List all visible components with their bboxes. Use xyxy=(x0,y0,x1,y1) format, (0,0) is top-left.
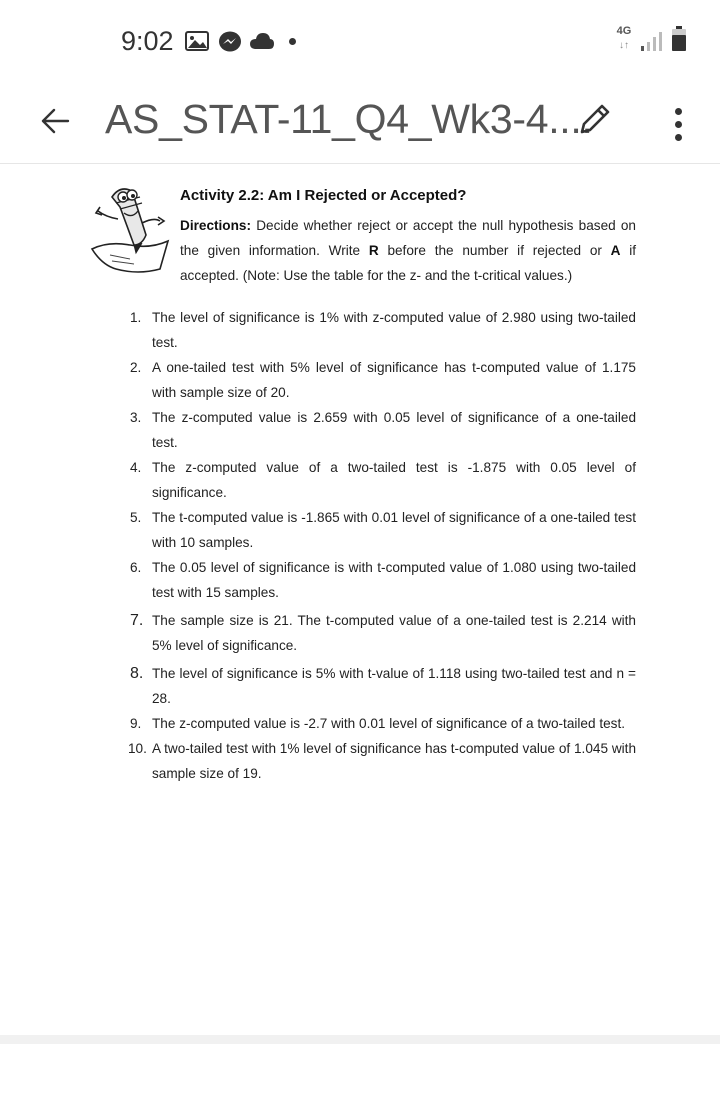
question-number: 9. xyxy=(130,716,142,731)
question-number: 6. xyxy=(130,560,142,575)
pencil-mascot-illustration xyxy=(90,183,172,275)
pencil-icon xyxy=(576,100,614,143)
activity-title: Activity 2.2: Am I Rejected or Accepted? xyxy=(180,187,467,204)
back-button[interactable] xyxy=(30,98,80,148)
more-vertical-icon-dot xyxy=(675,134,682,141)
question-item xyxy=(128,405,636,455)
directions-text-3: if accepted. (Note: Use the table for the z- and the t-critical values.) xyxy=(180,243,637,283)
cloud-icon xyxy=(249,31,275,56)
question-item xyxy=(128,455,636,505)
question-item xyxy=(128,355,636,405)
question-item xyxy=(128,608,636,658)
document-title: AS_STAT-11_Q4_Wk3-4.... xyxy=(105,96,593,142)
question-item xyxy=(128,661,636,711)
question-item xyxy=(128,711,636,736)
question-text: The level of significance is 5% with t-value of 1.118 using two-tailed test and n = 28. xyxy=(152,666,636,706)
question-text: The z-computed value is -2.7 with 0.01 level of significance of a two-tailed test. xyxy=(152,716,626,731)
question-number: 3. xyxy=(130,410,142,425)
question-number: 5. xyxy=(130,510,142,525)
battery-icon xyxy=(671,26,687,57)
question-text: The 0.05 level of significance is with t-computed value of 1.080 using two-tailed test with 15 samples. xyxy=(152,560,636,600)
directions-accept-letter: A xyxy=(610,243,621,258)
edit-button[interactable] xyxy=(570,96,620,146)
question-text: A one-tailed test with 5% level of significance has t-computed value of 1.175 with sample size of 20. xyxy=(152,360,636,400)
question-text: The z-computed value is 2.659 with 0.05 level of significance of a one-tailed test. xyxy=(152,410,636,450)
question-item xyxy=(128,505,636,555)
directions-reject-letter: R xyxy=(368,243,379,258)
question-item xyxy=(128,736,636,786)
directions-text-1: Decide whether reject or accept the null hypothesis based on the given information. Write xyxy=(180,218,636,258)
question-text: A two-tailed test with 1% level of significance has t-computed value of 1.045 with sample size of 19. xyxy=(152,741,636,781)
question-number: 1. xyxy=(130,310,142,325)
question-text: The z-computed value of a two-tailed test is -1.875 with 0.05 level of significance. xyxy=(152,460,636,500)
question-number: 2. xyxy=(130,360,142,375)
network-type: 4G xyxy=(616,25,632,37)
messenger-icon xyxy=(218,31,242,58)
status-time: 9:02 xyxy=(121,26,174,56)
data-arrows-icon: ↓↑ xyxy=(619,40,629,51)
question-text: The level of significance is 1% with z-computed value of 2.980 using two-tailed test. xyxy=(152,310,636,350)
notification-dot-icon xyxy=(289,38,296,45)
more-vertical-icon-dot xyxy=(675,121,682,128)
document-page xyxy=(0,165,720,1035)
question-item xyxy=(128,305,636,355)
gallery-icon xyxy=(185,31,209,56)
app-bar xyxy=(0,84,720,164)
bottom-divider xyxy=(0,1035,720,1044)
signal-icon xyxy=(640,30,664,57)
status-bar xyxy=(0,0,720,84)
question-number: 4. xyxy=(130,460,142,475)
more-vertical-icon-dot xyxy=(675,108,682,115)
directions-text-2: before the number if rejected or xyxy=(387,243,602,258)
back-arrow-icon xyxy=(40,108,70,139)
question-number: 7. xyxy=(130,612,144,629)
question-number: 10. xyxy=(128,741,147,756)
directions-paragraph xyxy=(180,213,636,288)
question-list xyxy=(128,305,636,786)
question-number: 8. xyxy=(130,665,144,682)
more-options-button[interactable] xyxy=(656,96,700,152)
question-text: The t-computed value is -1.865 with 0.01 level of significance of a one-tailed test with 10 samples. xyxy=(152,510,636,550)
directions-label: Directions: xyxy=(180,218,252,233)
question-text: The sample size is 21. The t-computed value of a one-tailed test is 2.214 with 5% level of significance. xyxy=(152,613,636,653)
question-item xyxy=(128,555,636,605)
